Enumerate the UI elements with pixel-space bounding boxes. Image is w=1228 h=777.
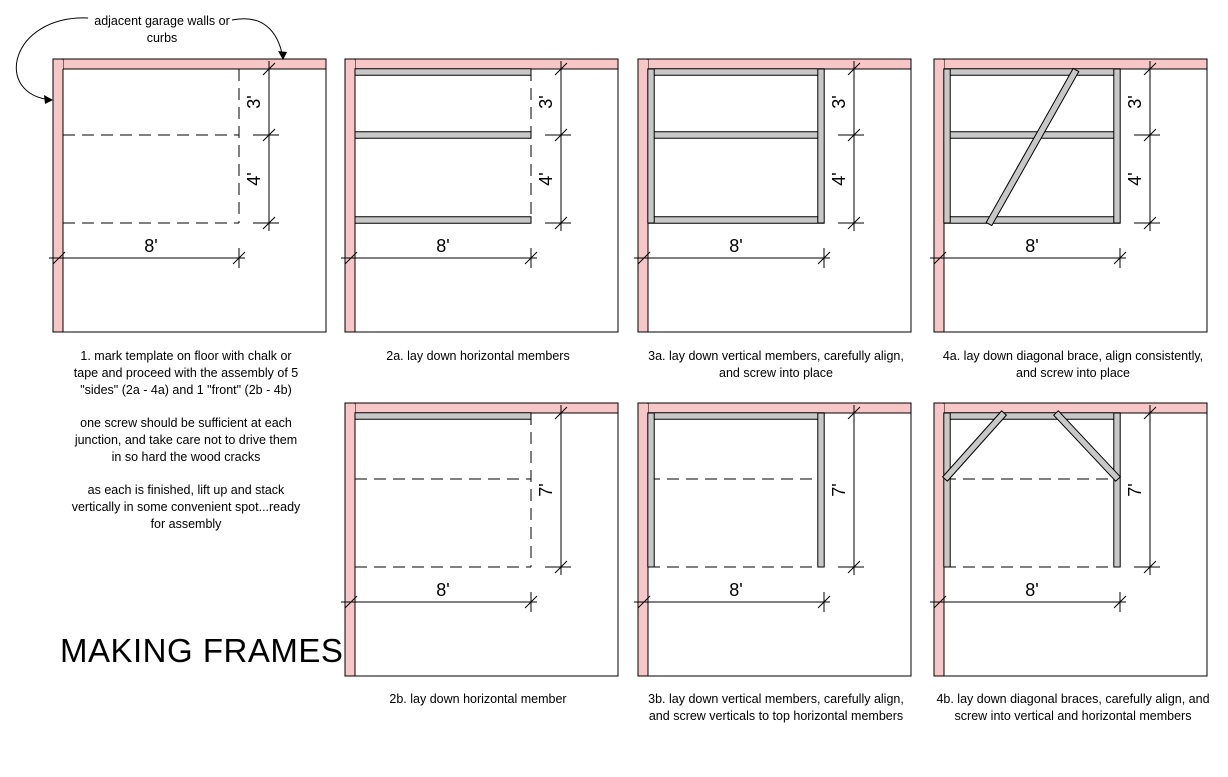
garage-wall-left xyxy=(53,59,63,332)
horizontal-member xyxy=(944,217,1120,223)
wall-corner xyxy=(346,404,355,413)
height-label: 7' xyxy=(1124,483,1145,497)
panel-3b xyxy=(634,403,911,676)
caption-4a: 4a. lay down diagonal brace, align consistently, and screw into place xyxy=(942,349,1204,380)
horizontal-member xyxy=(648,69,824,75)
panel-3a xyxy=(634,59,911,332)
garage-wall-top xyxy=(345,59,618,69)
height-label-bottom: 4' xyxy=(1124,172,1145,186)
wall-corner xyxy=(935,60,944,69)
height-label-top: 3' xyxy=(535,95,556,109)
width-label: 8' xyxy=(1025,579,1039,600)
panel-1 xyxy=(49,59,326,332)
panel-border xyxy=(638,59,911,332)
horizontal-member xyxy=(355,132,531,138)
instructions xyxy=(70,348,302,549)
vertical-member xyxy=(1114,69,1120,223)
panel-border xyxy=(53,59,326,332)
garage-wall-left xyxy=(638,403,648,676)
garage-wall-top xyxy=(934,403,1207,413)
height-label-top: 3' xyxy=(243,95,264,109)
width-label: 8' xyxy=(144,235,158,256)
garage-wall-top xyxy=(638,403,911,413)
horizontal-member xyxy=(648,217,824,223)
garage-wall-top xyxy=(934,59,1207,69)
vertical-member xyxy=(818,413,824,567)
caption-3a: 3a. lay down vertical members, carefully align, and screw into place xyxy=(648,349,904,380)
height-label: 7' xyxy=(535,483,556,497)
garage-wall-left xyxy=(934,59,944,332)
vertical-member xyxy=(818,69,824,223)
horizontal-member xyxy=(648,413,824,419)
panel-border xyxy=(638,403,911,676)
caption-2a: 2a. lay down horizontal members xyxy=(386,349,570,363)
width-label: 8' xyxy=(436,235,450,256)
wall-corner xyxy=(639,60,648,69)
garage-wall-left xyxy=(345,59,355,332)
garage-wall-left xyxy=(934,403,944,676)
instruction-screw-note: one screw should be sufficient at each junction, and take care not to drive them in so hard the wood cracks xyxy=(74,416,298,464)
panel-2a xyxy=(341,59,618,332)
garage-wall-left xyxy=(345,403,355,676)
width-label: 8' xyxy=(729,579,743,600)
wall-corner xyxy=(935,404,944,413)
instruction-stack-note: as each is finished, lift up and stack vertically in some convenient spot...ready for assembly xyxy=(71,483,301,531)
height-label-bottom: 4' xyxy=(535,172,556,186)
width-label: 8' xyxy=(729,235,743,256)
width-label: 8' xyxy=(1025,235,1039,256)
panel-border xyxy=(345,59,618,332)
caption-3b: 3b. lay down vertical members, carefully align, and screw verticals to top horizontal members xyxy=(648,692,904,723)
caption-4b: 4b. lay down diagonal braces, carefully align, and screw into vertical and horizontal members xyxy=(936,692,1210,723)
wall-corner xyxy=(346,60,355,69)
height-label-bottom: 4' xyxy=(828,172,849,186)
vertical-member xyxy=(1114,413,1120,567)
horizontal-member xyxy=(944,132,1120,138)
panel-2b xyxy=(341,403,618,676)
garage-wall-left xyxy=(638,59,648,332)
garage-wall-top xyxy=(53,59,326,69)
page-title: MAKING FRAMES xyxy=(60,632,344,669)
garage-wall-top xyxy=(638,59,911,69)
wall-corner xyxy=(639,404,648,413)
height-label-top: 3' xyxy=(828,95,849,109)
vertical-member xyxy=(944,413,950,567)
panel-4a xyxy=(930,59,1207,332)
garage-wall-top xyxy=(345,403,618,413)
caption-2b: 2b. lay down horizontal member xyxy=(389,692,567,706)
height-label: 7' xyxy=(828,483,849,497)
horizontal-member xyxy=(355,217,531,223)
vertical-member xyxy=(648,69,654,223)
callout-label: adjacent garage walls or curbs xyxy=(94,14,230,45)
wall-corner xyxy=(54,60,63,69)
panel-border xyxy=(934,59,1207,332)
horizontal-member xyxy=(648,132,824,138)
instruction-step-1: 1. mark template on floor with chalk or tape and proceed with the assembly of 5 "sides" (2a - 4a) and 1 "front" (2b - 4b) xyxy=(73,349,299,397)
vertical-member xyxy=(944,69,950,223)
height-label-top: 3' xyxy=(1124,95,1145,109)
horizontal-member xyxy=(355,69,531,75)
panel-border xyxy=(345,403,618,676)
horizontal-member xyxy=(944,413,1120,419)
vertical-member xyxy=(648,413,654,567)
height-label-bottom: 4' xyxy=(243,172,264,186)
width-label: 8' xyxy=(436,579,450,600)
panel-4b xyxy=(930,403,1207,676)
horizontal-member xyxy=(944,69,1120,75)
horizontal-member xyxy=(355,413,531,419)
